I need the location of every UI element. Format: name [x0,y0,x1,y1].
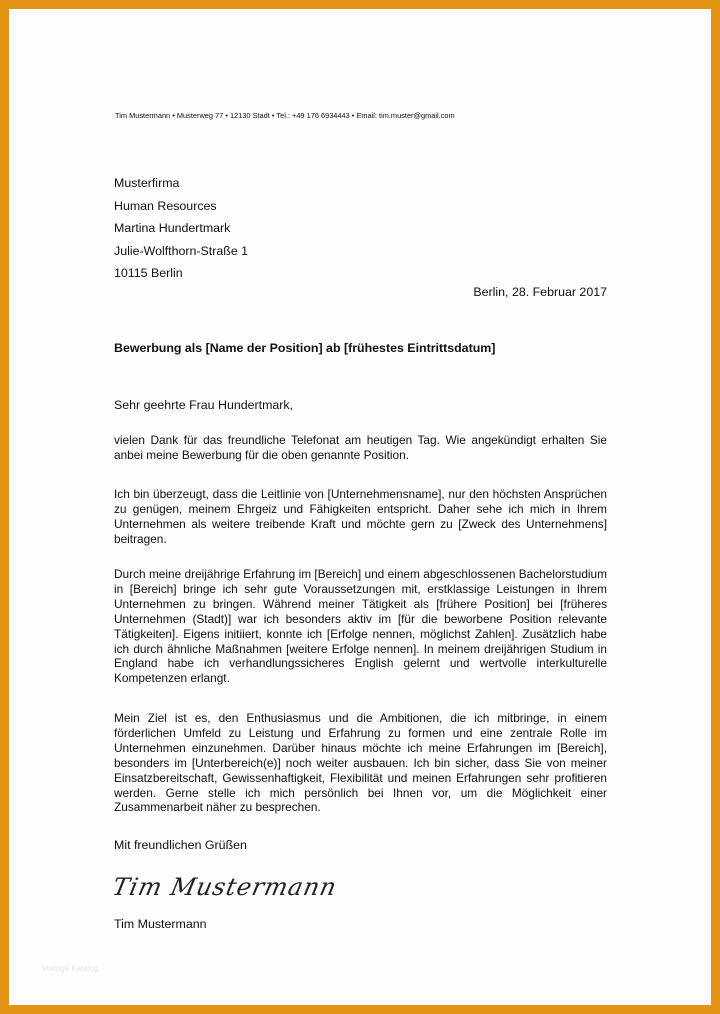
sender-address-line: Tim Mustermann • Musterweg 77 • 12130 Stadt • Tel.: +49 176 6934443 • Email: tim.muster@gmail.com [115,111,455,120]
watermark-text: Vorlage Katalog [42,964,99,973]
recipient-address [114,173,248,286]
recipient-department: Human Resources [114,198,217,213]
recipient-company: Musterfirma [114,176,180,190]
closing-phrase: Mit freundlichen Grüßen [114,838,247,852]
recipient-person: Martina Hundertmark [114,221,231,236]
salutation: Sehr geehrte Frau Hundertmark, [114,398,294,412]
body-paragraph-1: vielen Dank für das freundliche Telefonat am heutigen Tag. Wie angekündigt erhalten Sie anbei meine Bewerbung für die oben genannte Position. [114,433,607,462]
signer-name: Tim Mustermann [114,917,207,931]
recipient-city: 10115 Berlin [114,266,183,281]
body-paragraph-3: Durch meine dreijährige Erfahrung im [Bereich] und einem abgeschlossenen Bachelorstudium in [Bereich] bringe ich sehr gute Voraussetzungen mit, erstklassige Leistungen in Ihrem Unternehmen zu bringen. Während meiner Tätigkeit als [frühere Position] bei [früheres Unternehmen (Stadt)] war ich besonders aktiv im [für die beworbene Position relevante Tätigkeiten]. Eigens initiiert, konnte ich [Erfolge nennen, möglichst Zahlen]. Zusätzlich habe ich durch ähnliche Maßnahmen [weitere Erfolge nennen]. In meinem dreijährigen Studium in England habe ich verhandlungssicheres English gelernt und wertvolle interkulturelle Kompetenzen erlangt. [114,567,607,686]
letter-date: Berlin, 28. Februar 2017 [473,285,607,299]
body-paragraph-2: Ich bin überzeugt, dass die Leitlinie von [Unternehmensname], nur den höchsten Ansprüchen zu genügen, meinem Ehrgeiz und Fähigkeiten entspricht. Daher sehe ich mich in Ihrem Unternehmen als weitere treibende Kraft und möchte gern zu [Zweck des Unternehmens] beitragen. [114,487,607,546]
recipient-street: Julie-Wolfthorn-Straße 1 [114,243,249,258]
letter-subject: Bewerbung als [Name der Position] ab [frühestes Eintrittsdatum] [114,341,496,355]
handwritten-signature: Tim Mustermann [110,873,340,901]
body-paragraph-4: Mein Ziel ist es, den Enthusiasmus und die Ambitionen, die ich mitbringe, in einem förderlichen Umfeld zu Leistung und Erfahrung zu formen und eine zentrale Rolle im Unternehmen einzunehmen. Darüber hinaus möchte ich meine Erfahrungen im [Bereich], besonders im [Unterbereich(e)] noch weiter ausbauen. Ich bin sicher, dass Sie von meiner Einsatzbereitschaft, Gewissenhaftigkeit, Flexibilität und meinen Erfahrungen sehr profitieren werden. Gerne stelle ich mich persönlich bei Ihnen vor, um die Möglichkeit einer Zusammenarbeit näher zu besprechen. [114,711,607,815]
